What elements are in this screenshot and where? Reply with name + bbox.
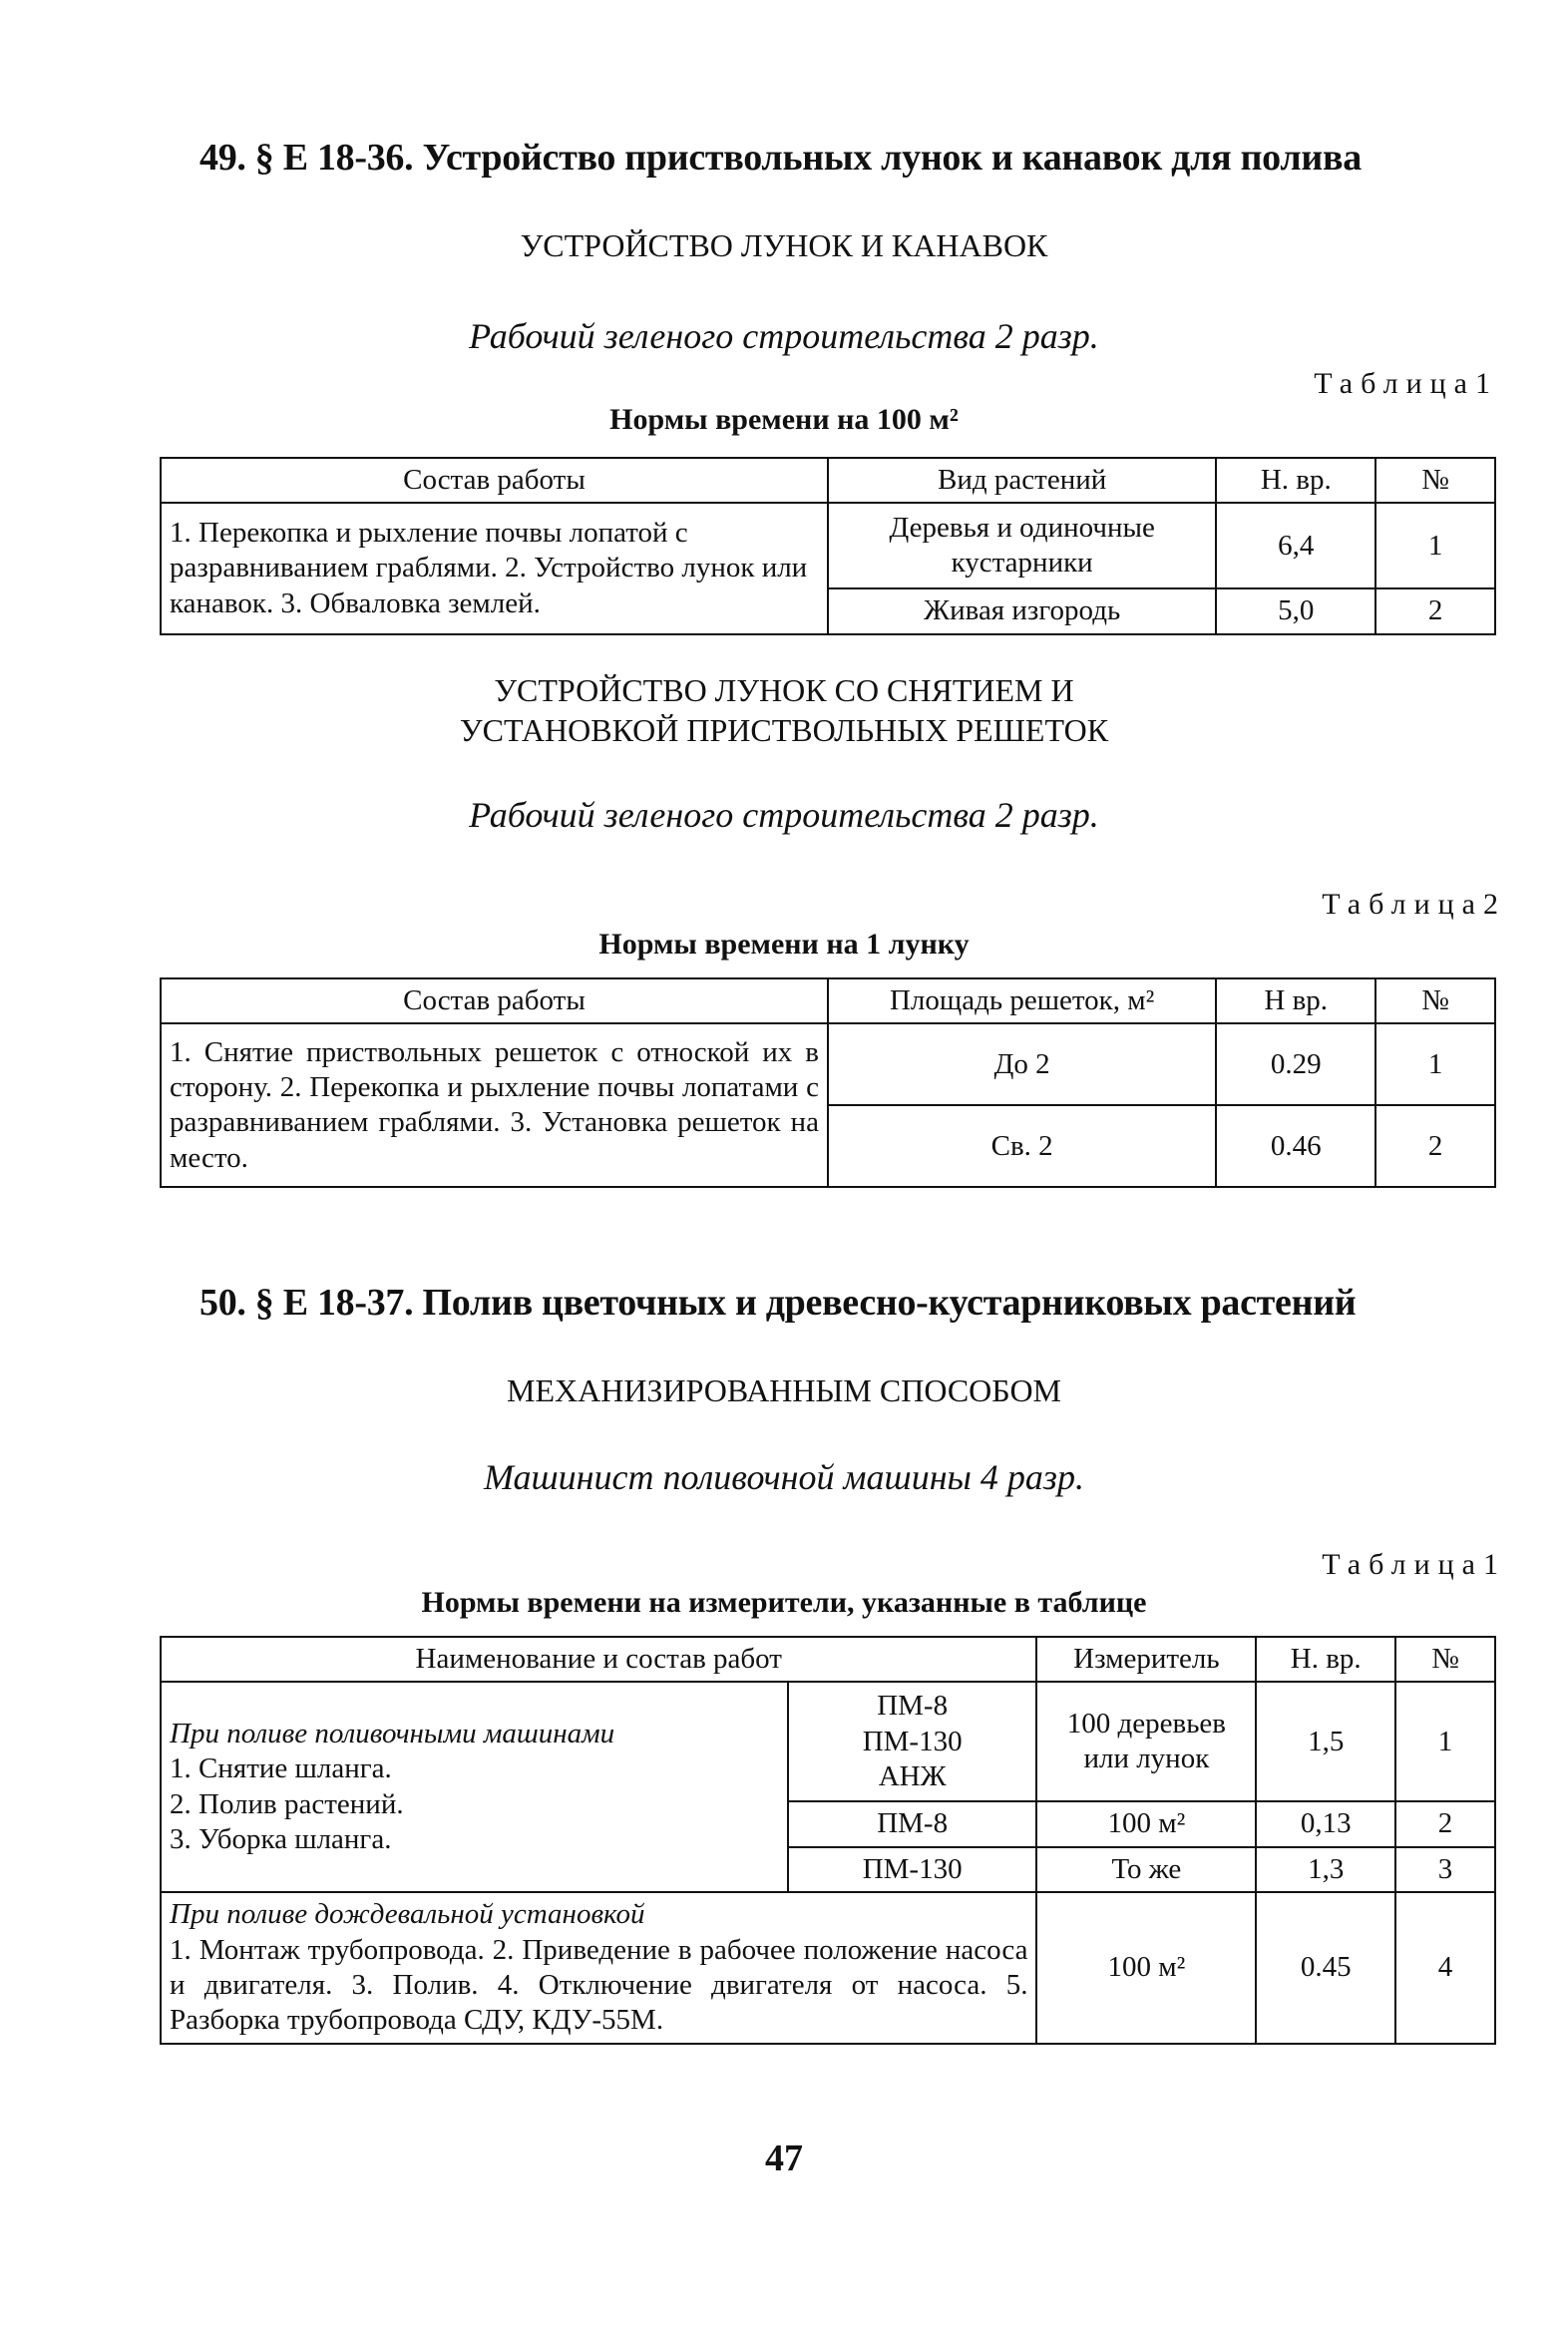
machine-cell: ПМ-130 (788, 1847, 1037, 1892)
table-cell: 6,4 (1216, 503, 1375, 588)
table-cell: 5,0 (1216, 588, 1375, 633)
table-cell: Св. 2 (828, 1105, 1216, 1187)
table-cell: 1,3 (1256, 1847, 1395, 1892)
group-2-cell (161, 1892, 1036, 2044)
table-label-1: Таблица1 (1314, 367, 1498, 400)
table-header: № (1375, 978, 1495, 1023)
group-1-step: 1. Снятие шланга. (170, 1752, 392, 1785)
table-cell: 1 (1375, 1023, 1495, 1105)
norms-table-1 (160, 457, 1496, 635)
norms-title-1: Нормы времени на 100 м² (609, 403, 959, 436)
table-cell: 100 м² (1036, 1892, 1256, 2044)
section-49-subhead-2: УСТРОЙСТВО ЛУНОК СО СНЯТИЕМ И УСТАНОВКОЙ ПРИСТВОЛЬНЫХ РЕШЕТОК (459, 672, 1109, 748)
group-1-heading: При поливе поливочными машинами (170, 1718, 615, 1749)
group-2-text: 1. Монтаж трубопровода. 2. Приведение в рабочее положение насоса и двигателя. 3. Полив. 4. Отключение двигателя от насоса. 5. Разборка трубопровода СДУ, КДУ-55М. (170, 1933, 1028, 2037)
table-header: № (1395, 1637, 1495, 1682)
section-50-title: 50. § Е 18-37. Полив цветочных и древесно-кустарниковых растений (199, 1282, 1357, 1324)
table-cell: 1,5 (1256, 1682, 1395, 1801)
table-cell: 0.29 (1216, 1023, 1375, 1105)
section-50-subhead: МЕХАНИЗИРОВАННЫМ СПОСОБОМ (506, 1372, 1061, 1408)
table-cell: 100 м² (1036, 1801, 1256, 1846)
table-cell: До 2 (828, 1023, 1216, 1105)
table-cell: 100 деревьев или лунок (1036, 1682, 1256, 1801)
table-cell: 0,13 (1256, 1801, 1395, 1846)
table-header: № (1375, 458, 1495, 503)
table-label-2: Таблица2 (1322, 888, 1506, 921)
page-number: 47 (765, 2137, 803, 2179)
work-composition: 1. Перекопка и рыхление почвы лопатой с разравниванием граблями. 2. Устройство лунок или канавок. 3. Обваловка землей. (161, 503, 828, 633)
machine-cell: ПМ-8 ПМ-130 АНЖ (788, 1682, 1037, 1801)
work-composition: 1. Снятие приствольных решеток с отноской их в сторону. 2. Перекопка и рыхление почвы лопатами с разравниванием граблями. 3. Установка решеток на место. (161, 1023, 828, 1187)
table-cell: Живая изгородь (828, 588, 1216, 633)
table-header: Наименование и состав работ (161, 1637, 1036, 1682)
group-2-heading: При поливе дождевальной установкой (170, 1898, 645, 1931)
table-header: Н. вр. (1216, 458, 1375, 503)
group-1-step: 2. Полив растений. (170, 1787, 404, 1820)
table-cell: 1 (1395, 1682, 1495, 1801)
section-49-worker-1: Рабочий зеленого строительства 2 разр. (469, 316, 1099, 356)
table-header: Состав работы (161, 458, 828, 503)
norms-title-2: Нормы времени на 1 лунку (598, 928, 970, 961)
table-cell: То же (1036, 1847, 1256, 1892)
table-cell: 1 (1375, 503, 1495, 588)
norms-table-2 (160, 977, 1496, 1188)
norms-table-3 (160, 1636, 1496, 2045)
section-49-worker-2: Рабочий зеленого строительства 2 разр. (469, 795, 1099, 835)
table-cell: 2 (1375, 588, 1495, 633)
table-cell: Деревья и одиночные кустарники (828, 503, 1216, 588)
table-header: Н. вр. (1256, 1637, 1395, 1682)
table-header: Вид растений (828, 458, 1216, 503)
table-cell: 0.45 (1256, 1892, 1395, 2044)
group-1-step: 3. Уборка шланга. (170, 1823, 392, 1856)
norms-title-3: Нормы времени на измерители, указанные в таблице (421, 1586, 1147, 1619)
table-cell: 2 (1395, 1801, 1495, 1846)
table-header: Н вр. (1216, 978, 1375, 1023)
table-cell: 4 (1395, 1892, 1495, 2044)
table-cell: 2 (1375, 1105, 1495, 1187)
machine-cell: ПМ-8 (788, 1801, 1037, 1846)
table-header: Состав работы (161, 978, 828, 1023)
table-label-3: Таблица1 (1322, 1548, 1506, 1581)
group-1-cell (161, 1682, 788, 1892)
table-cell: 3 (1395, 1847, 1495, 1892)
section-49-title: 49. § Е 18-36. Устройство приствольных лунок и канавок для полива (199, 137, 1362, 179)
table-header: Измеритель (1036, 1637, 1256, 1682)
section-49-subhead-1: УСТРОЙСТВО ЛУНОК И КАНАВОК (520, 227, 1048, 263)
table-cell: 0.46 (1216, 1105, 1375, 1187)
table-header: Площадь решеток, м² (828, 978, 1216, 1023)
section-50-worker: Машинист поливочной машины 4 разр. (484, 1457, 1084, 1497)
